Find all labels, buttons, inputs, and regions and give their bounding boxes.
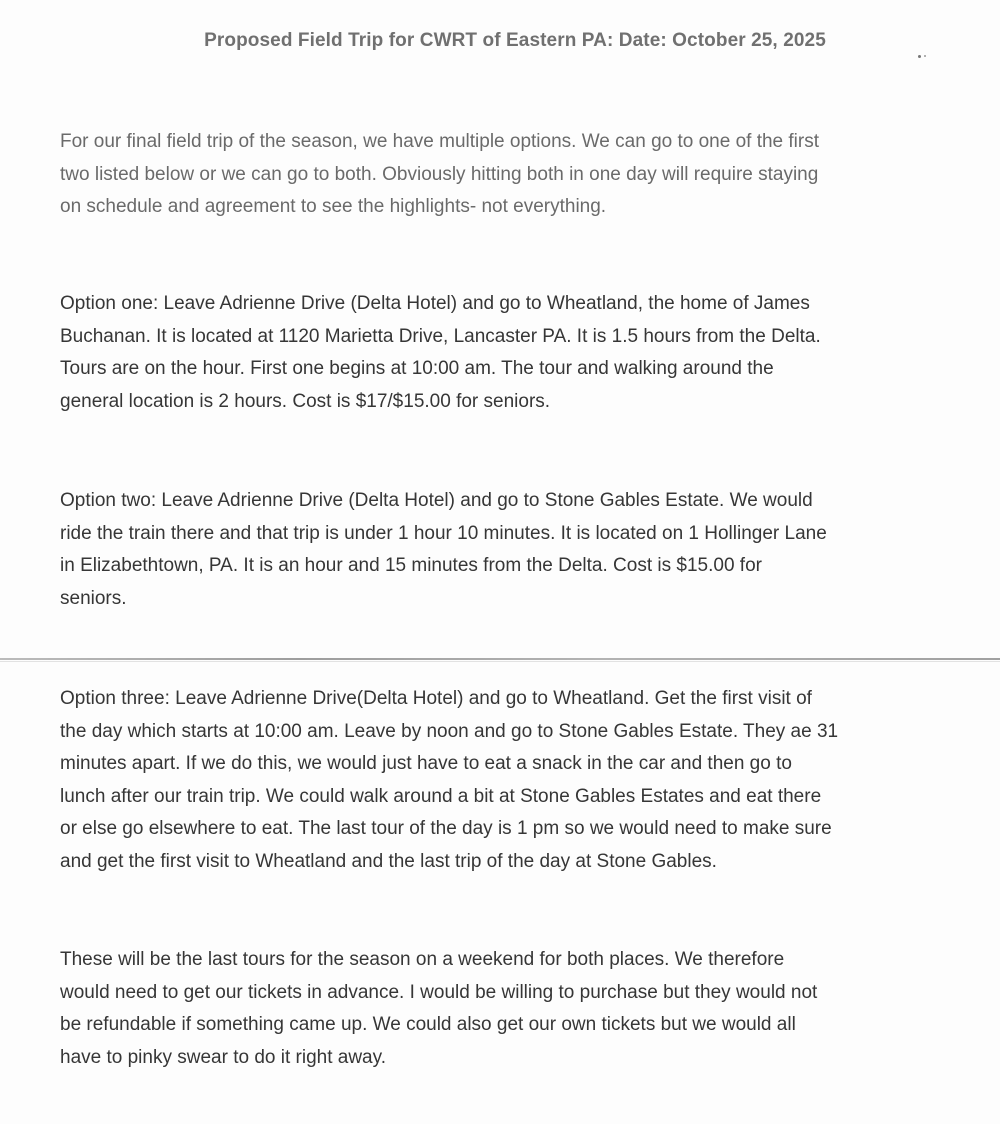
intro-line: two listed below or we can go to both. Obviously hitting both in one day will require staying	[60, 163, 819, 185]
closing-line: would need to get our tickets in advance. I would be willing to purchase but they would not	[60, 981, 818, 1003]
scan-speck	[924, 55, 926, 57]
option-one-line: Tours are on the hour. First one begins at 10:00 am. The tour and walking around the	[60, 358, 774, 379]
page-fold-shadow	[0, 661, 1000, 662]
option-two-paragraph	[60, 485, 827, 615]
closing-line: be refundable if something came up. We could also get our own tickets but we would all	[60, 1014, 796, 1035]
option-two-line: ride the train there and that trip is under 1 hour 10 minutes. It is located on 1 Hollinger Lane	[60, 522, 827, 544]
closing-line: have to pinky swear to do it right away.	[60, 1046, 386, 1068]
option-three-line: the day which starts at 10:00 am. Leave by noon and go to Stone Gables Estate. They ae 31	[60, 720, 839, 742]
closing-paragraph	[60, 944, 817, 1074]
option-three-paragraph	[60, 683, 838, 878]
intro-line: on schedule and agreement to see the highlights- not everything.	[60, 196, 607, 217]
option-one-line: Option one: Leave Adrienne Drive (Delta Hotel) and go to Wheatland, the home of James	[60, 293, 810, 314]
document-title: Proposed Field Trip for CWRT of Eastern PA: Date: October 25, 2025	[204, 30, 826, 51]
scan-speck	[918, 55, 921, 58]
option-three-line: and get the first visit to Wheatland and the last trip of the day at Stone Gables.	[60, 850, 717, 872]
option-three-line: or else go elsewhere to eat. The last tour of the day is 1 pm so we would need to make sure	[60, 818, 832, 839]
option-three-line: Option three: Leave Adrienne Drive(Delta Hotel) and go to Wheatland. Get the first visit of	[60, 688, 812, 709]
intro-line: For our final field trip of the season, we have multiple options. We can go to one of the first	[60, 131, 820, 152]
option-two-line: Option two: Leave Adrienne Drive (Delta Hotel) and go to Stone Gables Estate. We would	[60, 490, 813, 511]
option-one-paragraph	[60, 288, 821, 418]
option-three-line: lunch after our train trip. We could walk around a bit at Stone Gables Estates and eat there	[60, 785, 822, 807]
page-fold-line	[0, 658, 1000, 660]
closing-line: These will be the last tours for the season on a weekend for both places. We therefore	[60, 949, 785, 970]
intro-paragraph	[60, 126, 819, 224]
option-three-line: minutes apart. If we do this, we would just have to eat a snack in the car and then go to	[60, 753, 792, 774]
option-one-line: general location is 2 hours. Cost is $17/$15.00 for seniors.	[60, 390, 551, 412]
option-two-line: seniors.	[60, 587, 127, 609]
option-one-line: Buchanan. It is located at 1120 Marietta Drive, Lancaster PA. It is 1.5 hours from the Delta.	[60, 325, 821, 347]
option-two-line: in Elizabethtown, PA. It is an hour and 15 minutes from the Delta. Cost is $15.00 for	[60, 555, 762, 576]
